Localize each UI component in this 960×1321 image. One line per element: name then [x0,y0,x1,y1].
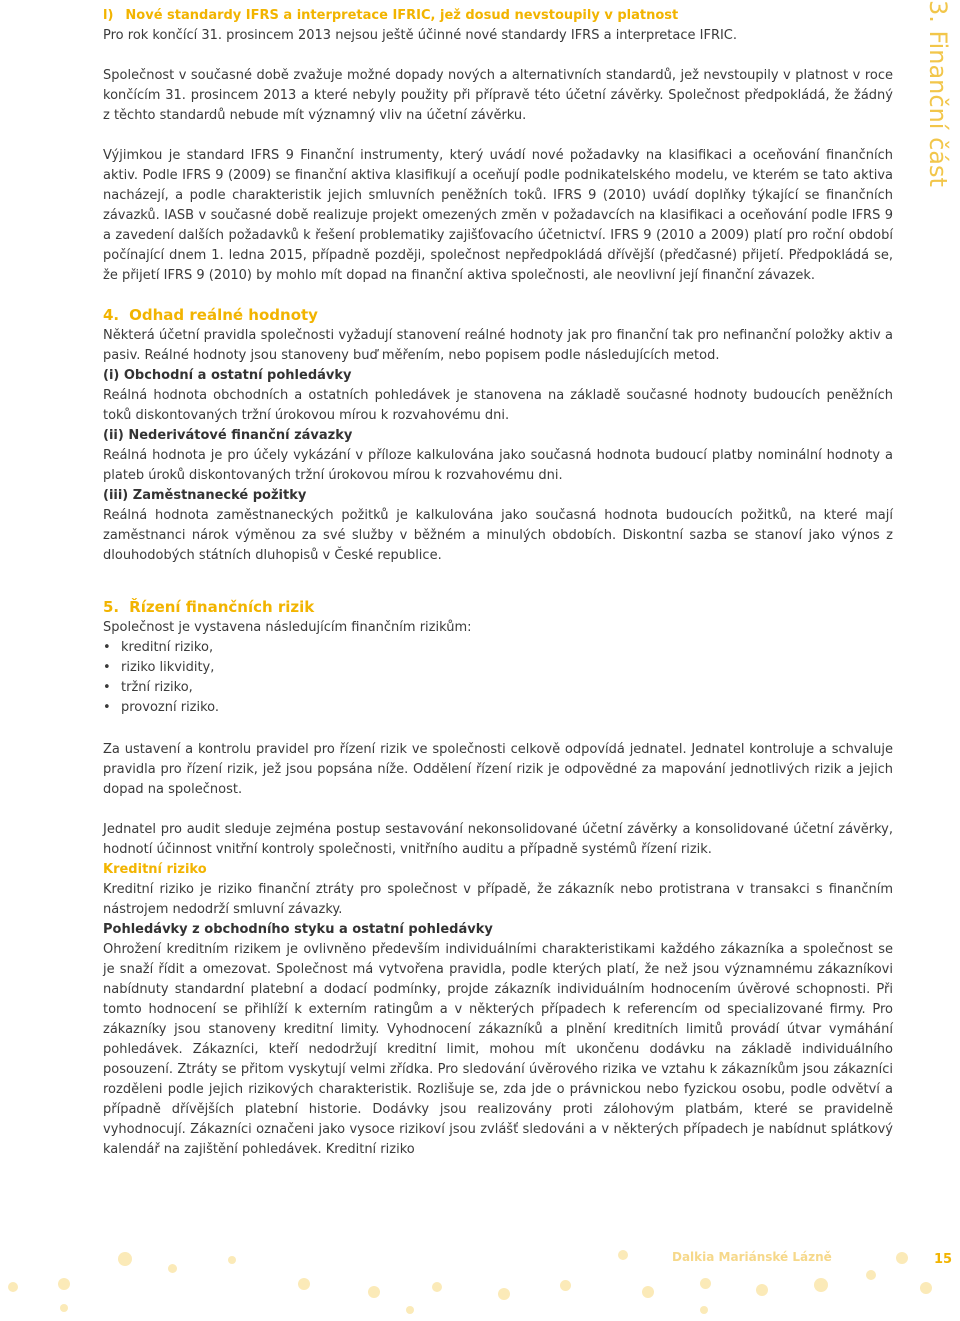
footer-company-name: Dalkia Mariánské Lázně [672,1250,832,1264]
dot-icon [920,1282,932,1294]
section-5-number: 5. [103,598,120,616]
dot-icon [118,1252,132,1266]
bullet-icon: • [103,640,111,655]
section-l-number: l) [103,8,114,23]
dot-icon [168,1264,177,1273]
dot-icon [700,1306,708,1314]
section-4-intro: Některá účetní pravidla společnosti vyžadují stanovení reálné hodnoty jak pro finanční tak pro nefinanční položky aktiv a pasiv. Reálné hodnoty jsou stanoveny buď měřením, nebo popisem podle následujících metod. [103,328,893,363]
receivables-heading: Pohledávky z obchodního styku a ostatní pohledávky [103,922,493,937]
dot-icon [642,1286,654,1298]
dot-icon [298,1278,310,1290]
section-5-intro: Společnost je vystavena následujícím finančním rizikům: [103,620,472,635]
dot-icon [756,1284,768,1296]
risk-label: kreditní riziko, [121,640,214,655]
fair-value-receivables-heading: (i) Obchodní a ostatní pohledávky [103,368,352,383]
dot-icon [618,1250,628,1260]
dot-icon [432,1282,442,1292]
risk-list [103,638,893,718]
list-item [103,658,893,678]
dot-icon [866,1270,876,1280]
footer-page-number: 15 [934,1252,953,1267]
page-content [103,6,893,1160]
dot-icon [58,1278,70,1290]
fair-value-receivables-text: Reálná hodnota obchodních a ostatních pohledávek je stanovena na základě současné hodnoty budoucích peněžních toků diskontovaných tržní úrokovou mírou k rozvahovému dni. [103,388,893,423]
list-item [103,638,893,658]
credit-risk-heading: Kreditní riziko [103,862,207,877]
section-l-paragraph-1: Pro rok končící 31. prosincem 2013 nejsou ještě účinné nové standardy IFRS a interpretace IFRIC. [103,28,738,43]
bullet-icon: • [103,680,111,695]
fair-value-liabilities-heading: (ii) Nederivátové finanční závazky [103,428,353,443]
dot-icon [60,1304,68,1312]
credit-risk-text: Kreditní riziko je riziko finanční ztráty pro společnost v případě, že zákazník nebo protistrana v transakci s finančním nástrojem nedodrží smluvní závazky. [103,882,893,917]
fair-value-employee-benefits-text: Reálná hodnota zaměstnaneckých požitků je kalkulována jako současná hodnota budoucích požitků, na které mají zaměstnanci nárok výměnou za své služby v běžném a minulých obdobích. Diskontní sazba se stanoví jako výnos z dlouhodobých státních dluhopisů v České republice. [103,508,893,563]
section-4-title: Odhad reálné hodnoty [129,306,318,324]
fair-value-liabilities-text: Reálná hodnota je pro účely vykázání v příloze kalkulována jako současná hodnota budoucí platby nominální hodnoty a plateb úroků diskontovaných tržní úrokovou mírou k rozvahovému dni. [103,448,893,483]
section-l-heading [103,6,893,26]
receivables-text: Ohrožení kreditním rizikem je ovlivněno především individuálními charakteristikami každého zákazníka a společnost se je snaží řídit a omezovat. Společnost má vytvořena pravidla, podle kterých platí, že než jsou významnému zákazníkovi nabídnuty standardní platební a dodací podmínky, projde zákazník individuálním hodnocením úvěrové schopnosti. Při tomto hodnocení se přihlíží k externím ratingům a v některých případech k referencím od specializované firmy. Pro zákazníky jsou stanoveny kreditní limity. Vyhodnocení zákazníků a plnění kreditních limitů provádí útvar vymáhání pohledávek. Zákazníci, kteří nedodržují kreditní limit, mohou mít ukončenu dodávku na základě individuálního posouzení. Ztráty se přitom vyskytují velmi zřídka. Pro sledování úvěrového rizika ve vztahu k zákazníkům jsou zákazníci rozděleni podle jejich rizikových charakteristik. Rozlišuje se, zda jde o právnickou nebo fyzickou osobu, podle odvětví a případně dřívějších platební historie. Dodávky jsou realizovány proti zálohovým platbám, které se pravidelně vyhodnocují. Zákazníci označeni jako vysoce rizikoví jsou zvlášť sledováni a v některých případech je nabídnut splátkový kalendář na zajištění pohledávek. Kreditní riziko [103,942,893,1157]
fair-value-employee-benefits-heading: (iii) Zaměstnanecké požitky [103,488,307,503]
dot-icon [228,1256,236,1264]
section-l-title: Nové standardy IFRS a interpretace IFRIC, jež dosud nevstoupily v platnost [125,8,679,23]
dot-icon [814,1278,828,1292]
section-l-paragraph-2: Společnost v současné době zvažuje možné dopady nových a alternativních standardů, jež nevstoupily v platnost v roce končícím 31. prosincem 2013 a které nebyly použity při přípravě této účetní závěrky. Společnost předpokládá, že žádný z těchto standardů nebude mít významný vliv na účetní závěrku. [103,68,893,123]
section-l-paragraph-3: Výjimkou je standard IFRS 9 Finanční instrumenty, který uvádí nové požadavky na klasifikaci a oceňování finančních aktiv. Podle IFRS 9 (2009) se finanční aktiva klasifikují a oceňují podle podnikatelského modelu, ve kterém se tato aktiva nacházejí, a podle charakteristik jejich smluvních peněžních toků. IFRS 9 (2010) uvádí doplňky týkající se finančních závazků. IASB v současné době realizuje projekt omezených změn v požadavcích na klasifikaci a oceňování podle IFRS 9 a zavedení dalších požadavků k řešení problematiky zajišťovacího účetnictví. IFRS 9 (2010 a 2009) platí pro roční období počínající dnem 1. ledna 2015, případně později, společnost nepředpokládá dřívější (předčasné) přijetí. Předpokládá se, že přijetí IFRS 9 (2010) by mohlo mít dopad na finanční aktiva společnosti, ale neovlivní její finanční závazek. [103,148,893,283]
dot-icon [406,1306,414,1314]
dot-icon [560,1280,571,1291]
section-5-title: Řízení finančních rizik [129,598,315,616]
bullet-icon: • [103,700,111,715]
section-4-heading [103,304,893,326]
dot-icon [8,1282,18,1292]
risk-management-paragraph-1: Za ustavení a kontrolu pravidel pro řízení rizik ve společnosti celkově odpovídá jednatel. Jednatel kontroluje a schvaluje pravidla pro řízení rizik, jež jsou popsána níže. Oddělení řízení rizik je odpovědné za mapování jednotlivých rizik a jejich dopad na společnost. [103,742,893,797]
section-5-heading [103,596,893,618]
risk-management-paragraph-2: Jednatel pro audit sleduje zejména postup sestavování nekonsolidované účetní závěrky a konsolidované účetní závěrky, hodnotí účinnost vnitřní kontroly společnosti, vnitřního auditu a případně systémů řízení rizik. [103,822,893,857]
list-item [103,698,893,718]
section-4-number: 4. [103,306,120,324]
dot-icon [700,1278,711,1289]
dot-icon [498,1288,510,1300]
risk-label: provozní riziko. [121,700,220,715]
list-item [103,678,893,698]
risk-label: riziko likvidity, [121,660,215,675]
dot-icon [368,1286,380,1298]
dot-icon [896,1252,908,1264]
side-section-title: 3. Finanční část [924,0,952,187]
bullet-icon: • [103,660,111,675]
risk-label: tržní riziko, [121,680,193,695]
